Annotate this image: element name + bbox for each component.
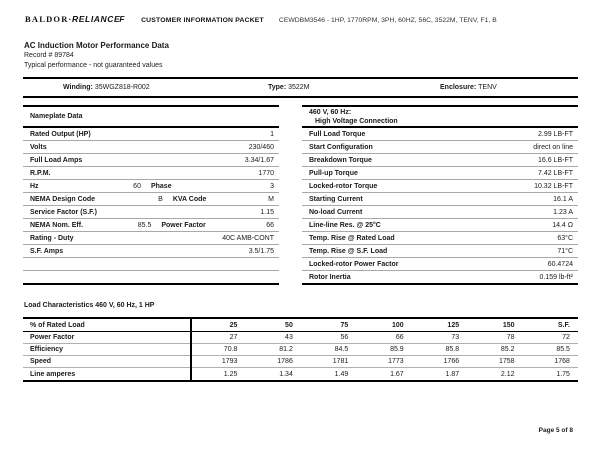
row-label: R.P.M. — [30, 169, 51, 177]
empty-row — [23, 258, 279, 271]
load-characteristics-table — [23, 317, 578, 382]
row-value: 0.159 lb-ft² — [539, 273, 573, 281]
row-value: B — [158, 195, 163, 203]
column-header: % of Rated Load — [30, 321, 85, 329]
row-value: 85.5 — [137, 221, 152, 229]
cell-value: 1.87 — [445, 370, 460, 378]
enclosure-field — [440, 79, 497, 96]
cell-value: 1773 — [388, 358, 404, 365]
table-row — [23, 344, 578, 356]
table-row — [23, 180, 279, 193]
row-value: 71°C — [557, 247, 573, 255]
cell-value: 72 — [562, 334, 570, 341]
cell-value: 1.25 — [223, 370, 238, 378]
row-label: Pull-up Torque — [309, 169, 358, 177]
row-label: Speed — [30, 358, 52, 365]
row-value: 16.1 A — [553, 195, 573, 203]
performance-tables — [23, 105, 578, 285]
row-value: 1.15 — [260, 208, 274, 216]
row-value: 1.23 A — [553, 208, 573, 216]
cell-value: 1.49 — [334, 370, 349, 378]
cell-value: 1781 — [332, 358, 349, 365]
cell-value: 1766 — [443, 358, 460, 365]
table-row — [23, 167, 279, 180]
table-row — [302, 258, 578, 271]
page-number: Page 5 of 8 — [538, 427, 573, 434]
cell-value: 2.12 — [500, 370, 515, 378]
table-column-divider — [190, 319, 192, 380]
row-value: 230/460 — [248, 143, 274, 151]
load-characteristics-title: Load Characteristics 460 V, 60 Hz, 1 HP — [24, 302, 155, 309]
row-label: Breakdown Torque — [309, 156, 372, 164]
hv-title-line2: High Voltage Connection — [315, 117, 398, 125]
page-header — [25, 14, 497, 24]
title-block — [24, 41, 169, 70]
table-row — [302, 141, 578, 154]
row-value: 14.4 Ω — [552, 221, 573, 229]
cell-value: 1786 — [277, 358, 293, 365]
table-row — [23, 128, 279, 141]
table-row — [302, 154, 578, 167]
table-row — [302, 193, 578, 206]
hv-table-header — [302, 107, 578, 128]
column-header: 150 — [502, 321, 515, 329]
column-header: 125 — [447, 321, 460, 329]
table-row — [23, 232, 279, 245]
row-label: Temp. Rise @ Rated Load — [309, 234, 395, 242]
type-label: Type: — [268, 84, 287, 91]
row-label: NEMA Nom. Eff. — [30, 221, 84, 229]
logo-baldor-text: BALDOR — [25, 14, 69, 24]
row-label: Start Configuration — [309, 143, 373, 151]
winding-bar — [23, 77, 578, 98]
performance-note: Typical performance - not guaranteed values — [24, 61, 163, 69]
table-row — [23, 245, 279, 258]
winding-value: 35WGZ818-R002 — [94, 84, 150, 91]
row-label: S.F. Amps — [30, 247, 64, 255]
cell-value: 27 — [229, 334, 238, 341]
row-label: KVA Code — [172, 195, 207, 203]
row-value: 63°C — [557, 234, 573, 242]
row-label: Power Factor — [30, 334, 75, 341]
cell-value: 43 — [285, 334, 293, 341]
row-label: Efficiency — [30, 346, 64, 353]
type-field — [268, 79, 310, 96]
row-label: Full Load Amps — [30, 156, 83, 164]
empty-row — [23, 271, 279, 285]
cell-value: 78 — [506, 334, 515, 341]
row-label: Service Factor (S.F.) — [30, 208, 97, 216]
hv-connection-table — [302, 105, 578, 285]
table-row — [23, 154, 279, 167]
row-label: Rotor Inertia — [309, 273, 351, 281]
enclosure-value: TENV — [478, 84, 497, 91]
cell-value: 56 — [340, 334, 349, 341]
hv-title-line1: 460 V, 60 Hz: — [309, 108, 352, 116]
nameplate-table — [23, 105, 279, 285]
nameplate-table-header — [23, 107, 279, 128]
cell-value: 73 — [451, 334, 460, 341]
column-header: 100 — [392, 321, 404, 329]
cell-value: 66 — [395, 334, 404, 341]
row-label: Line-line Res. @ 25°C — [309, 221, 381, 229]
packet-label: CUSTOMER INFORMATION PACKET — [141, 17, 264, 24]
row-label: Rating - Duty — [30, 234, 74, 242]
row-value: 1770 — [258, 169, 274, 177]
column-header: 25 — [229, 321, 238, 329]
enclosure-label: Enclosure: — [440, 84, 477, 91]
cell-value: 1793 — [221, 358, 238, 365]
column-header: S.F. — [557, 321, 570, 329]
table-row — [302, 219, 578, 232]
row-label: Temp. Rise @ S.F. Load — [309, 247, 388, 255]
motor-spec-string: CEWDBM3546 - 1HP, 1770RPM, 3PH, 60HZ, 56C, 3522M, TENV, F1, B — [278, 17, 497, 24]
row-label: Full Load Torque — [309, 130, 366, 138]
row-value: 1 — [270, 130, 274, 138]
row-value: 2.99 LB-FT — [537, 130, 573, 138]
row-label: Phase — [150, 182, 172, 190]
table-row — [23, 219, 279, 232]
row-value: 40C AMB-CONT — [222, 234, 274, 242]
row-label: Line amperes — [30, 370, 76, 378]
row-value: 60.4724 — [547, 260, 573, 268]
row-label: Volts — [30, 143, 47, 151]
cell-value: 84.5 — [334, 346, 349, 353]
baldor-reliance-logo — [25, 14, 125, 24]
table-row — [302, 206, 578, 219]
logo-flag-icon: F — [119, 14, 126, 24]
record-number: Record # 89784 — [24, 52, 74, 59]
type-value: 3522M — [288, 84, 310, 91]
cell-value: 1.34 — [279, 370, 293, 378]
table-row — [302, 167, 578, 180]
table-row — [302, 271, 578, 285]
column-header: 50 — [285, 321, 293, 329]
row-label: Power Factor — [161, 221, 206, 229]
row-label: Locked-rotor Power Factor — [309, 260, 399, 268]
cell-value: 1758 — [498, 358, 515, 365]
row-value: direct on line — [533, 143, 573, 151]
row-value: 10.32 LB-FT — [534, 182, 573, 190]
cell-value: 70.8 — [223, 346, 238, 353]
cell-value: 1.75 — [556, 370, 570, 378]
load-table-header-row — [23, 319, 578, 332]
winding-field — [63, 79, 150, 96]
row-label: No-load Current — [309, 208, 363, 216]
table-row — [23, 356, 578, 368]
logo-reliance-text: RELIANCE — [72, 14, 121, 24]
row-value: 60 — [133, 182, 141, 190]
row-value: 3.34/1.67 — [244, 156, 274, 164]
row-label: Rated Output (HP) — [30, 130, 91, 138]
cell-value: 85.9 — [390, 346, 404, 353]
row-label: NEMA Design Code — [30, 195, 96, 203]
logo-separator: · — [68, 14, 73, 24]
row-label: Starting Current — [309, 195, 363, 203]
cell-value: 1768 — [554, 358, 570, 365]
nameplate-title: Nameplate Data — [30, 113, 83, 120]
cell-value: 85.2 — [500, 346, 515, 353]
row-value: 7.42 LB-FT — [537, 169, 573, 177]
row-label: Locked-rotor Torque — [309, 182, 378, 190]
table-row — [23, 206, 279, 219]
row-value: 3 — [270, 182, 274, 190]
table-row — [23, 141, 279, 154]
row-value: 3.5/1.75 — [248, 247, 274, 255]
column-header: 75 — [340, 321, 349, 329]
winding-label: Winding: — [63, 84, 93, 91]
row-value: M — [268, 195, 274, 203]
table-row — [302, 245, 578, 258]
row-value: 16.6 LB-FT — [537, 156, 573, 164]
cell-value: 1.67 — [390, 370, 404, 378]
table-row — [23, 193, 279, 206]
table-row — [23, 332, 578, 344]
row-value: 66 — [266, 221, 275, 229]
table-row — [302, 232, 578, 245]
table-row — [302, 128, 578, 141]
cell-value: 85.5 — [556, 346, 570, 353]
row-label: Hz — [30, 182, 39, 190]
table-row — [23, 368, 578, 380]
cell-value: 81.2 — [279, 346, 293, 353]
document-title: AC Induction Motor Performance Data — [24, 41, 169, 50]
table-row — [302, 180, 578, 193]
cell-value: 85.8 — [445, 346, 460, 353]
